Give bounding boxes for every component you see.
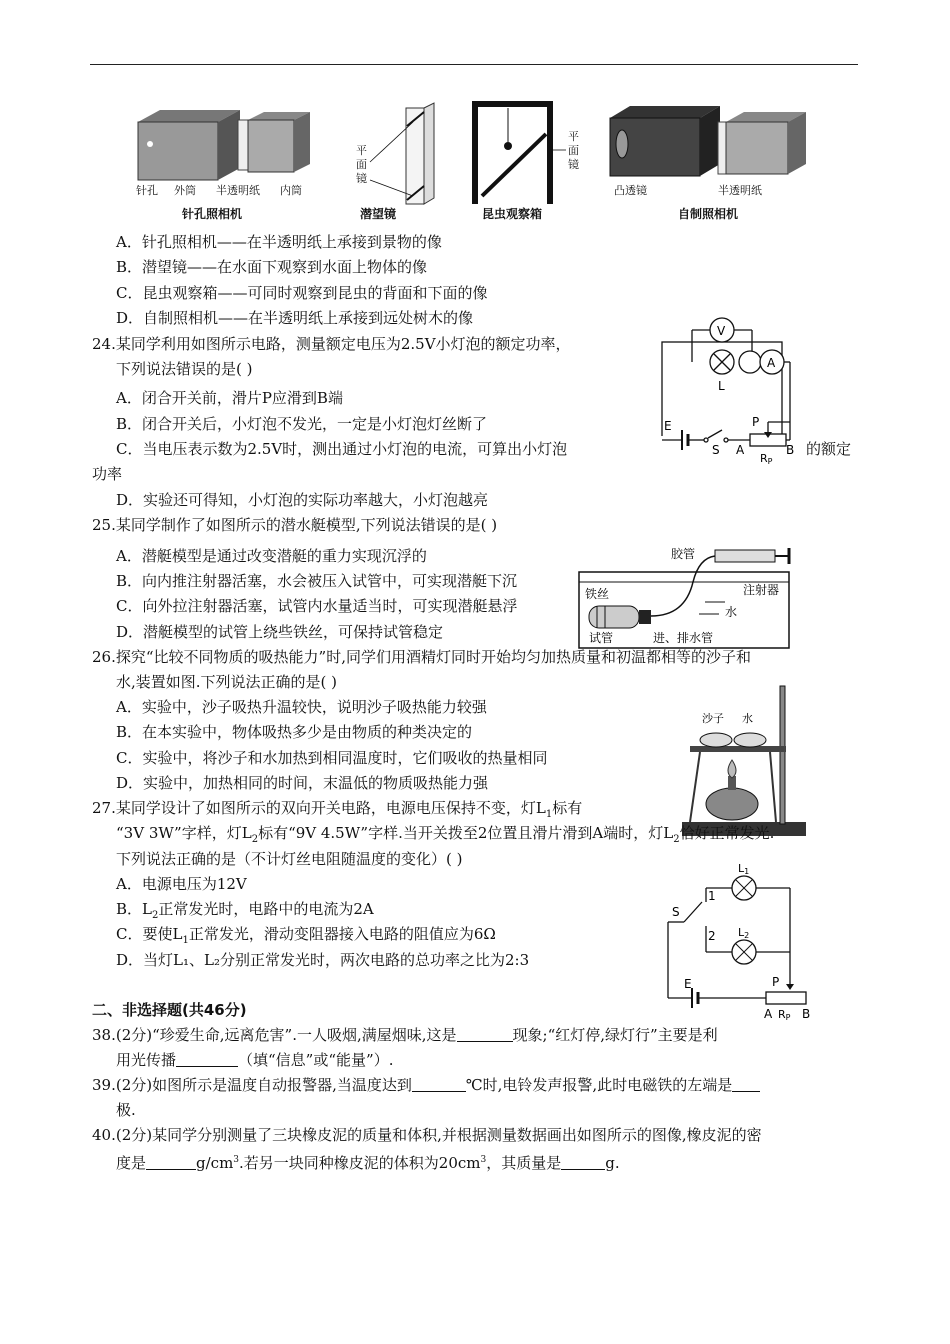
sub-label: 进、排水管 xyxy=(653,631,714,645)
q27-option-a: A．电源电压为12V xyxy=(116,875,247,893)
fig-label: 面 xyxy=(356,158,367,171)
answer-blank[interactable] xyxy=(412,1077,466,1092)
q24-option-c: C．当电压表示数为2.5V时，测出通过小灯泡的电流，可算出小灯泡 xyxy=(116,440,568,458)
sub-label: 胶管 xyxy=(671,547,696,561)
q25-option-b: B．向内推注射器活塞，水会被压入试管中，可实现潜艇下沉 xyxy=(116,572,518,590)
q24-option-c-tail: 的额定 xyxy=(806,440,852,458)
circuit-label-s: S xyxy=(712,443,720,457)
fig-label: 镜 xyxy=(568,158,579,171)
fig-label: 针孔 xyxy=(136,184,158,197)
fig-label: 半透明纸 xyxy=(216,184,260,197)
sub-label: 水 xyxy=(725,605,738,619)
q26-option-a: A．实验中，沙子吸热升温较快，说明沙子吸热能力较强 xyxy=(116,698,487,716)
q26-option-c: C．实验中，将沙子和水加热到相同温度时，它们吸收的热量相同 xyxy=(116,749,548,767)
q25-stem: 25.某同学制作了如图所示的潜水艇模型,下列说法错误的是( ) xyxy=(92,516,498,534)
q39-line2: 极. xyxy=(116,1101,136,1119)
circuit-label-rp: RP xyxy=(778,1008,791,1022)
answer-blank[interactable] xyxy=(176,1052,238,1067)
circuit-label-rp: RP xyxy=(760,452,773,466)
fig-label: 面 xyxy=(568,144,579,157)
fig-label: 半透明纸 xyxy=(718,184,762,197)
answer-blank[interactable] xyxy=(732,1077,760,1092)
pinhole-camera-figure xyxy=(136,110,310,221)
q27-option-c: C．要使$L_1$正常发光，滑动变阻器接入电路的阻值应为6Ω xyxy=(116,925,496,946)
q25-submarine-diagram xyxy=(575,542,805,650)
fig-label: 外筒 xyxy=(174,184,196,197)
q24-stem-cont: 下列说法错误的是( ) xyxy=(116,360,253,378)
q26-stem-cont: 水,装置如图.下列说法正确的是( ) xyxy=(116,673,338,691)
circuit-label-l2: L2 xyxy=(738,926,750,940)
q27-stem-cont: “3V 3W”字样，灯$L_2$标有“9V 4.5W”字样.当开关拨至2位置且滑片滑到A端时，灯$L_2$恰好正常发光. xyxy=(116,824,775,845)
fig-caption: 潜望镜 xyxy=(360,207,397,221)
fig-label: 内筒 xyxy=(280,184,302,197)
answer-blank[interactable] xyxy=(146,1155,196,1170)
q26-option-d: D．实验中，加热相同的时间，末温低的物质吸热能力强 xyxy=(116,774,489,792)
q27-stem: 27.某同学设计了如图所示的双向开关电路，电源电压保持不变，灯$L_1$标有 xyxy=(92,799,583,820)
answer-blank[interactable] xyxy=(561,1155,605,1170)
q26-heating-diagram xyxy=(676,682,816,842)
insect-box-figure xyxy=(475,104,579,221)
fig-label: 凸透镜 xyxy=(614,184,647,197)
q27-option-d: D．当灯L₁、L₂分别正常发光时，两次电路的总功率之比为2:3 xyxy=(116,951,530,969)
self-made-camera-figure xyxy=(610,106,806,221)
q26-option-b: B．在本实验中，物体吸热多少是由物质的种类决定的 xyxy=(116,723,473,741)
header-rule xyxy=(90,64,858,65)
circuit-label-b-end: B xyxy=(802,1007,811,1021)
periscope-figure xyxy=(356,103,434,221)
optics-figures xyxy=(130,100,820,225)
circuit-label-b-end: B xyxy=(786,443,795,457)
q25-option-a: A．潜艇模型是通过改变潜艇的重力实现沉浮的 xyxy=(116,547,427,565)
circuit-label-e: E xyxy=(664,419,672,433)
fig-caption: 昆虫观察箱 xyxy=(482,207,543,221)
sub-label: 铁丝 xyxy=(585,587,610,601)
sub-label: 注射器 xyxy=(743,583,780,597)
circuit-label-p: P xyxy=(752,415,760,429)
circuit-label-a-end: A xyxy=(764,1007,773,1021)
q23-option-a: A．针孔照相机——在半透明纸上承接到景物的像 xyxy=(116,233,442,251)
circuit-label-p: P xyxy=(772,975,780,989)
circuit-label-2: 2 xyxy=(708,929,716,943)
q39-line1: 39.(2分)如图所示是温度自动报警器,当温度达到 ℃时,电铃发声报警,此时电磁铁的左端是 xyxy=(92,1075,760,1095)
fig-caption: 自制照相机 xyxy=(678,207,739,221)
q38-line2: 用光传播 （填“信息”或“能量”）. xyxy=(116,1051,394,1069)
fig-label: 镜 xyxy=(356,172,367,185)
q24-option-b: B．闭合开关后，小灯泡不发光，一定是小灯泡灯丝断了 xyxy=(116,415,488,433)
q25-option-d: D．潜艇模型的试管上绕些铁丝，可保持试管稳定 xyxy=(116,623,444,641)
circuit-label-l1: L1 xyxy=(738,862,750,876)
q27-circuit-diagram xyxy=(662,856,812,1022)
circuit-label-e: E xyxy=(684,977,692,991)
q25-option-c: C．向外拉注射器活塞，试管内水量适当时，可实现潜艇悬浮 xyxy=(116,597,518,615)
q27-option-b: B．$L_2$正常发光时，电路中的电流为2A xyxy=(116,900,374,921)
circuit-label-a: A xyxy=(767,356,776,370)
q23-option-b: B．潜望镜——在水面下观察到水面上物体的像 xyxy=(116,258,428,276)
circuit-label-l: L xyxy=(718,379,725,393)
answer-blank[interactable] xyxy=(457,1027,513,1042)
q40-line1: 40.(2分)某同学分别测量了三块橡皮泥的质量和体积,并根据测量数据画出如图所示的图像,橡皮泥的密 xyxy=(92,1126,762,1144)
q40-line2: 度是 $g/cm^3$.若另一块同种橡皮泥的体积为$20cm^3$，其质量是 g. xyxy=(116,1154,620,1172)
fig-caption: 针孔照相机 xyxy=(182,207,243,221)
q23-option-d: D．自制照相机——在半透明纸上承接到远处树木的像 xyxy=(116,309,474,327)
q24-circuit-diagram xyxy=(640,312,810,472)
circuit-label-a-end: A xyxy=(736,443,745,457)
fig-label: 平 xyxy=(356,144,367,157)
q26-stem: 26.探究“比较不同物质的吸热能力”时,同学们用酒精灯同时开始均匀加热质量和初温都相等的沙子和 xyxy=(92,648,751,666)
circuit-label-v: V xyxy=(717,324,726,338)
q24-stem: 24.某同学利用如图所示电路，测量额定电压为2.5V小灯泡的额定功率， xyxy=(92,335,571,353)
q38-line1: 38.(2分)“珍爱生命,远离危害”.一人吸烟,满屋烟味,这是 现象;“红灯停,绿灯行”主要是利 xyxy=(92,1026,718,1044)
q24-option-d: D．实验还可得知，小灯泡的实际功率越大，小灯泡越亮 xyxy=(116,491,489,509)
section-title: 二、非选择题(共46分) xyxy=(92,1001,247,1019)
q23-option-c: C．昆虫观察箱——可同时观察到昆虫的背面和下面的像 xyxy=(116,284,488,302)
heat-label: 水 xyxy=(742,712,753,725)
sub-label: 试管 xyxy=(589,631,614,645)
q27-stem-cont2: 下列说法正确的是（不计灯丝电阻随温度的变化）( ) xyxy=(116,850,463,868)
q24-option-c-cont: 功率 xyxy=(92,465,123,483)
q24-option-a: A．闭合开关前，滑片P应滑到B端 xyxy=(116,389,343,407)
circuit-label-s: S xyxy=(672,905,680,919)
circuit-label-1: 1 xyxy=(708,889,716,903)
heat-label: 沙子 xyxy=(702,712,724,725)
fig-label: 平 xyxy=(568,130,579,143)
